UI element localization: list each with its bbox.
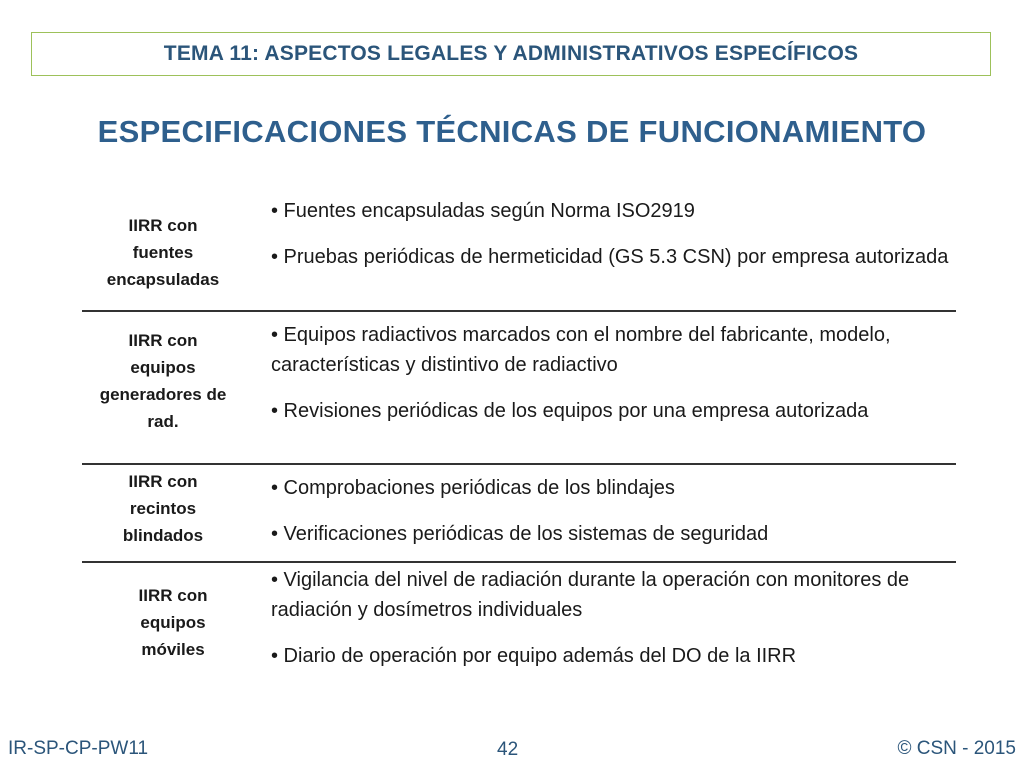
- row-label-line: IIRR con: [128, 331, 198, 350]
- bullet-item: • Vigilancia del nivel de radiación durante la operación con monitores de radiación y dosímetros individuales: [271, 569, 910, 621]
- footer-document-code: IR-SP-CP-PW11: [8, 738, 149, 759]
- row-label-line: encapsuladas: [106, 270, 220, 289]
- header-box: [31, 32, 991, 76]
- row-label-line: IIRR con: [128, 216, 198, 235]
- row-label-line: fuentes: [132, 243, 194, 262]
- row-label-line: equipos: [130, 358, 196, 377]
- row-label-line: blindados: [122, 526, 204, 545]
- row-label-line: IIRR con: [138, 586, 208, 605]
- row-bullets: [271, 320, 961, 426]
- row-separator: [82, 561, 956, 563]
- row-label: [82, 468, 244, 549]
- main-title: ESPECIFICACIONES TÉCNICAS DE FUNCIONAMIENTO: [97, 114, 927, 149]
- row-label-line: móviles: [141, 640, 205, 659]
- row-separator: [82, 310, 956, 312]
- row-bullets: [271, 565, 961, 671]
- bullet-item: • Equipos radiactivos marcados con el nombre del fabricante, modelo, características y distintivo de radiactivo: [271, 324, 891, 376]
- row-bullets: [271, 196, 961, 272]
- row-label: [82, 327, 244, 435]
- bullet-item: • Comprobaciones periódicas de los blindajes: [271, 477, 675, 499]
- row-label: [92, 582, 254, 663]
- row-bullets: [271, 473, 961, 549]
- row-separator: [82, 463, 956, 465]
- footer-copyright: © CSN - 2015: [897, 738, 1016, 759]
- bullet-item: • Revisiones periódicas de los equipos por una empresa autorizada: [271, 400, 869, 422]
- row-label: [82, 212, 244, 293]
- footer-page-number: 42: [497, 739, 519, 760]
- bullet-item: • Fuentes encapsuladas según Norma ISO2919: [271, 200, 695, 222]
- row-label-line: generadores de: [99, 385, 227, 404]
- bullet-item: • Pruebas periódicas de hermeticidad (GS 5.3 CSN) por empresa autorizada: [271, 246, 949, 268]
- row-label-line: rad.: [147, 412, 179, 431]
- header-title: TEMA 11: ASPECTOS LEGALES Y ADMINISTRATIVOS ESPECÍFICOS: [163, 42, 859, 65]
- row-label-line: equipos: [140, 613, 206, 632]
- row-label-line: recintos: [129, 499, 197, 518]
- bullet-item: • Diario de operación por equipo además del DO de la IIRR: [271, 645, 797, 667]
- bullet-item: • Verificaciones periódicas de los sistemas de seguridad: [271, 523, 769, 545]
- row-label-line: IIRR con: [128, 472, 198, 491]
